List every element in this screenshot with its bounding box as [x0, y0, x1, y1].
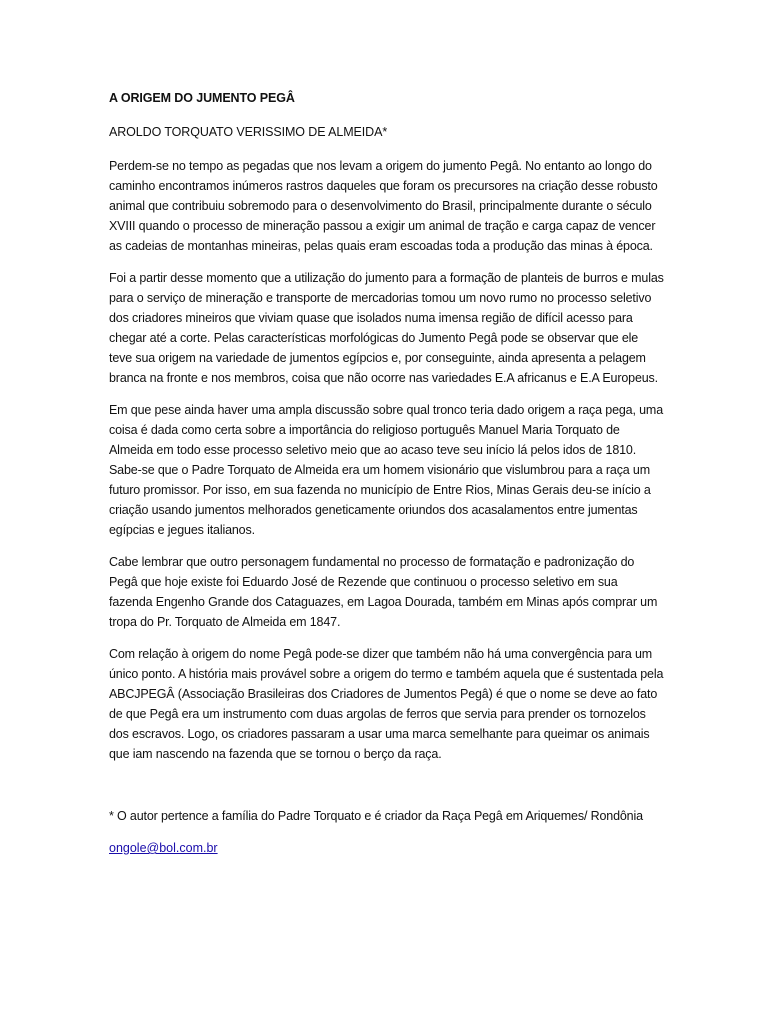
- document-body: [109, 88, 664, 858]
- paragraph-4: Cabe lembrar que outro personagem fundamental no processo de formatação e padronização do Pegâ que hoje existe foi Eduardo José de Rezende que continuou o processo seletivo em sua fazenda Engenho Grande dos Cataguazes, em Lagoa Dourada, também em Minas após comprar um tropa do Pr. Torquato de Almeida em 1847.: [109, 555, 658, 629]
- author-name: AROLDO TORQUATO VERISSIMO DE ALMEIDA*: [109, 125, 388, 139]
- email-link[interactable]: ongole@bol.com.br: [109, 841, 218, 855]
- paragraph-1: Perdem-se no tempo as pegadas que nos levam a origem do jumento Pegâ. No entanto ao longo do caminho encontramos inúmeros rastros daqueles que foram os precursores na criação desse robusto animal que contribuiu sobremodo para o desenvolvimento do Brasil, principalmente durante o século XVIII quando o processo de mineração passou a exigir um animal de tração e carga capaz de vencer as cadeias de montanhas mineiras, pelas quais eram escoadas toda a produção das minas à época.: [109, 159, 658, 253]
- paragraph-3: Em que pese ainda haver uma ampla discussão sobre qual tronco teria dado origem a raça pega, uma coisa é dada como certa sobre a importância do religioso português Manuel Maria Torquato de Almeida em todo esse processo seletivo meio que ao acaso teve seu início lá pelos idos de 1810. Sabe-se que o Padre Torquato de Almeida era um homem visionário que vislumbrou para a raça um futuro promissor. Por isso, em sua fazenda no município de Entre Rios, Minas Gerais deu-se início a criação usando jumentos melhorados geneticamente oriundos dos acasalamentos entre jumentas egípcias e jegues italianos.: [109, 403, 663, 537]
- paragraph-2: Foi a partir desse momento que a utilização do jumento para a formação de planteis de burros e mulas para o serviço de mineração e transporte de mercadorias tomou um novo rumo no processo seletivo dos criadores mineiros que viviam quase que isolados numa imensa região de difícil acesso para chegar até a corte. Pelas características morfológicas do Jumento Pegâ pode se observar que ele teve sua origem na variedade de jumentos egípcios e, por conseguinte, ainda apresenta a pelagem branca na fronte e nos membros, coisa que não ocorre nas variedades E.A africanus e E.A Europeus.: [109, 271, 664, 385]
- paragraph-5: Com relação à origem do nome Pegâ pode-se dizer que também não há uma convergência para um único ponto. A história mais provável sobre a origem do termo e também aquela que é sustentada pela ABCJPEGÂ (Associação Brasileiras dos Criadores de Jumentos Pegâ) é que o nome se deve ao fato de que Pegâ era um instrumento com duas argolas de ferros que servia para prender os tornozelos dos escravos. Logo, os criadores passaram a usar uma marca semelhante para queimar os animais que iam nascendo na fazenda que se tornou o berço da raça.: [109, 647, 664, 761]
- author-footnote: * O autor pertence a família do Padre Torquato e é criador da Raça Pegâ em Ariquemes/ Rondônia: [109, 809, 643, 823]
- document-title: A ORIGEM DO JUMENTO PEGÂ: [109, 91, 295, 105]
